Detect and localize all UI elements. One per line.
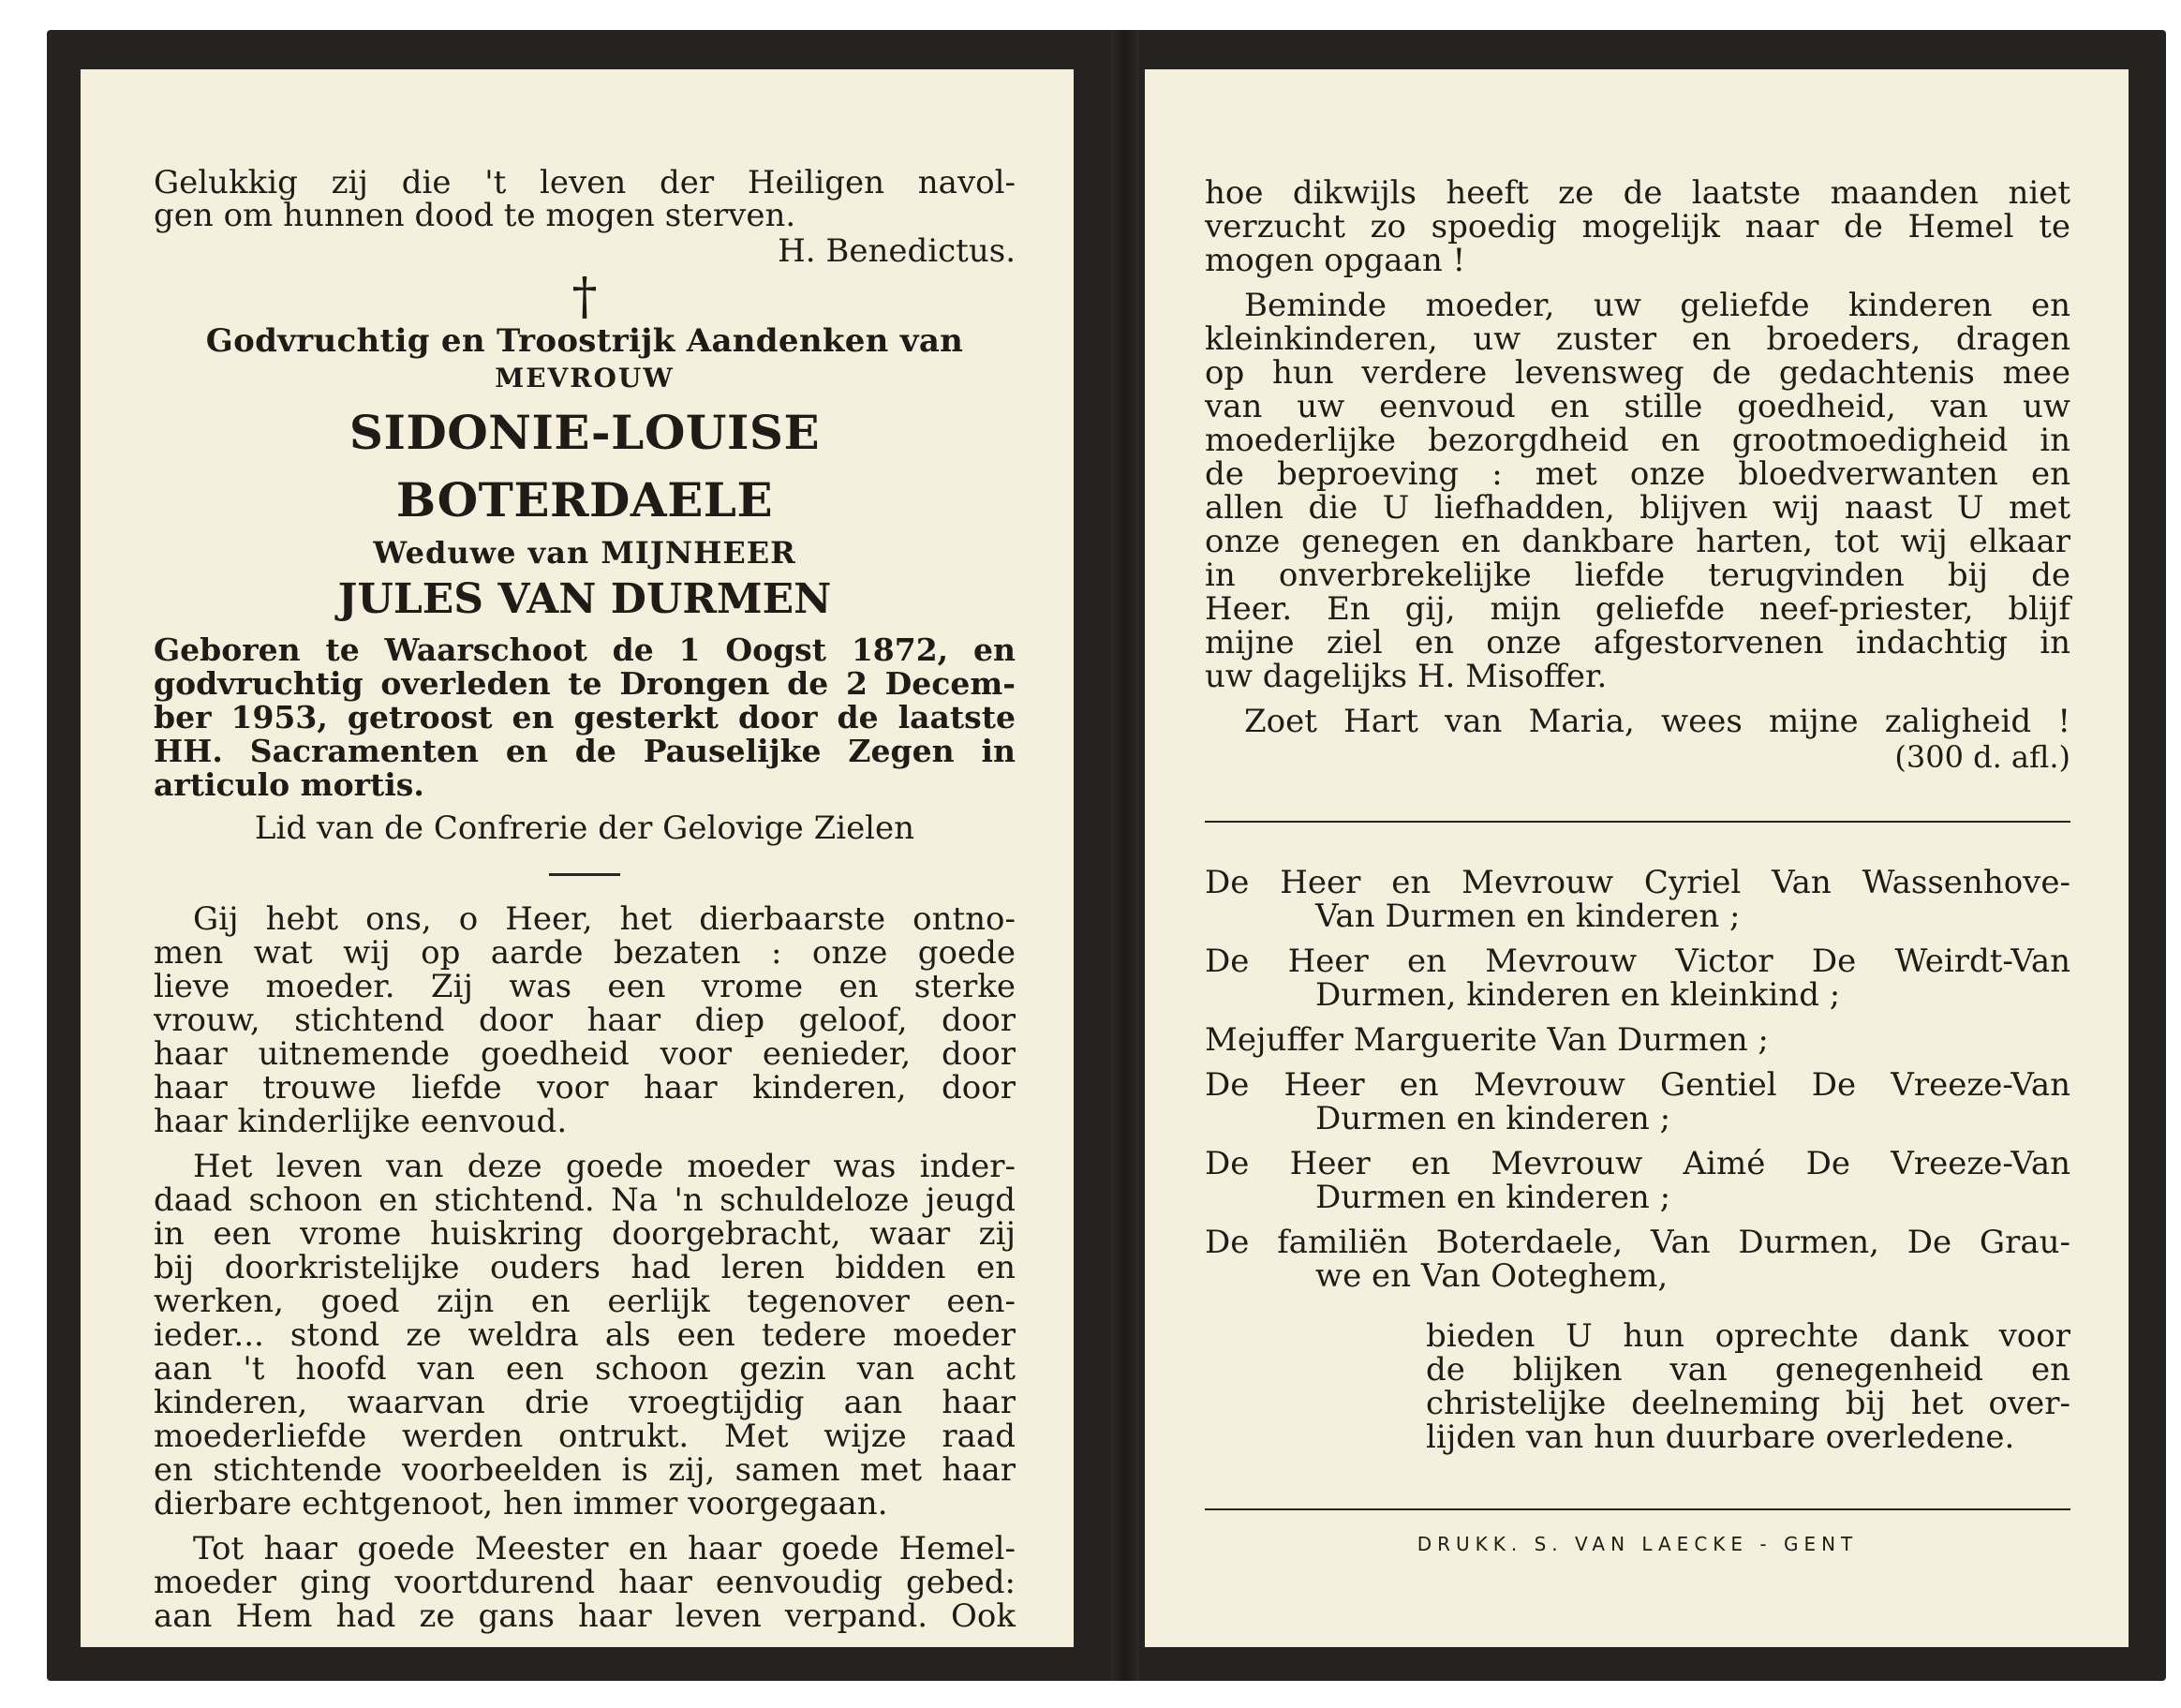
family-line: Durmen, kinderen en kleinkind ; [1315,976,1841,1014]
text-line: moederlijke bezorgdheid en grootmoedigheid in [1205,422,2070,459]
dates-line: articulo mortis. [154,766,424,803]
text-line: dierbare echtgenoot, hen immer voorgegaan. [154,1485,888,1522]
paragraph-4 [1205,176,2070,277]
family-entry [1205,944,2070,1012]
short-divider [549,873,620,876]
family-line: De Heer en Mevrouw Gentiel De Vreeze-Van [1205,1066,2070,1104]
text-line: mogen opgaan ! [1205,242,1466,279]
text-line: Het leven van deze goede moeder was inder- [193,1148,1016,1185]
right-panel [1145,69,2129,1647]
family-list [1205,866,2070,1293]
text-line: Beminde moeder, uw geliefde kinderen en [1244,287,2070,324]
memorial-heading: Godvruchtig en Troostrijk Aandenken van [205,322,964,360]
left-panel [81,69,1074,1647]
deceased-name: SIDONIE-LOUISE BOTERDAELE [349,405,821,527]
birth-death-details [154,633,1016,802]
title-mevrouw: MEVROUW [495,363,675,394]
family-entry [1205,866,2070,933]
family-line: De Heer en Mevrouw Cyriel Van Wassenhove- [1205,864,2070,901]
text-line: moederliefde werden ontrukt. Met wijze raad [154,1418,1016,1455]
text-line: ieder... stond ze weldra als een tedere moeder [154,1316,1016,1354]
text-line: van uw eenvoud en stille goedheid, van uw [1205,388,2070,425]
closing-prayer: Zoet Hart van Maria, wees mijne zaligheid ! [1244,703,2070,740]
widow-of-label: Weduwe van MIJNHEER [373,535,796,571]
husband-name: JULES VAN DURMEN [337,575,832,623]
text-line: op hun verdere levensweg de gedachtenis mee [1205,354,2070,392]
text-line: mijne ziel en onze afgestorvenen indachtig in [1205,624,2070,661]
thanks-line: de blijken van genegenheid en [1426,1351,2070,1389]
opening-quote [154,164,1016,270]
family-line: De Heer en Mevrouw Victor De Weirdt-Van [1205,943,2070,980]
text-line: onze genegen en dankbare harten, tot wij elkaar [1205,523,2070,560]
divider-line [1205,1508,2070,1510]
text-line: de beproeving : met onze bloedverwanten en [1205,455,2070,493]
family-line: Durmen en kinderen ; [1315,1179,1671,1216]
family-line: De familiën Boterdaele, Van Durmen, De Grau- [1205,1224,2070,1261]
quote-line: Gelukkig zij die 't leven der Heiligen navol- [154,164,1016,201]
text-line: kleinkinderen, uw zuster en broeders, dragen [1205,320,2070,358]
text-line: haar uitnemende goedheid voor eenieder, door [154,1035,1016,1073]
text-line: hoe dikwijls heeft ze de laatste maanden niet [1205,174,2070,212]
text-line: werken, goed zijn en eerlijk tegenover een- [154,1283,1016,1320]
indulgence-note: (300 d. afl.) [1894,739,2070,775]
divider-line [1205,821,2070,823]
dates-line: HH. Sacramenten en de Pauselijke Zegen in [154,733,1016,769]
text-line: haar kinderlijke eenvoud. [154,1103,568,1140]
family-line: De Heer en Mevrouw Aimé De Vreeze-Van [1205,1145,2070,1182]
text-line: vrouw, stichtend door haar diep geloof, door [154,1002,1016,1039]
cross-icon: † [571,267,598,326]
printer-credit: DRUKK. S. VAN LAECKE - GENT [1417,1533,1859,1555]
text-line: uw dagelijks H. Misoffer. [1205,658,1608,695]
dates-line: Geboren te Waarschoot de 1 Oogst 1872, en [154,631,1016,668]
thanks-line: christelijke deelneming bij het over- [1426,1385,2070,1422]
text-line: kinderen, waarvan drie vroegtijdig aan haar [154,1384,1016,1421]
family-line: we en Van Ooteghem, [1315,1257,1669,1295]
text-line: in een vrome huiskring doorgebracht, waar zij [154,1215,1016,1253]
dates-line: godvruchtig overleden te Drongen de 2 Decem- [154,665,1016,702]
family-entry [1205,1225,2070,1293]
text-line: Heer. En gij, mijn geliefde neef-priester, blijf [1205,590,2070,628]
text-line: haar trouwe liefde voor haar kinderen, door [154,1069,1016,1106]
paragraph-3 [154,1532,1016,1633]
thanks-line: bieden U hun oprechte dank voor [1426,1317,2070,1355]
text-line: in onverbrekelijke liefde terugvinden bij de [1205,557,2070,594]
text-line: bij doorkristelijke ouders had leren bidden en [154,1249,1016,1286]
text-line: moeder ging voortdurend haar eenvoudig gebed: [154,1564,1016,1601]
family-line: Mejuffer Marguerite Van Durmen ; [1205,1021,1769,1059]
text-line: lieve moeder. Zij was een vrome en sterke [154,968,1016,1005]
family-line: Durmen en kinderen ; [1315,1100,1671,1137]
quote-author: H. Benedictus. [778,232,1016,270]
thanks-paragraph [1205,1319,2070,1454]
text-line: en stichtende voorbeelden is zij, samen met haar [154,1451,1016,1489]
thanks-line: lijden van hun duurbare overledene. [1426,1418,2015,1456]
text-line: verzucht zo spoedig mogelijk naar de Hemel te [1205,208,2070,245]
text-line: daad schoon en stichtend. Na 'n schuldeloze jeugd [154,1181,1016,1219]
text-line: men wat wij op aarde bezaten : onze goede [154,934,1016,972]
text-line: Tot haar goede Meester en haar goede Hemel- [193,1530,1016,1567]
paragraph-1 [154,902,1016,1138]
confraternity-note: Lid van de Confrerie der Gelovige Zielen [254,809,915,847]
paragraph-5 [1205,289,2070,693]
quote-line: gen om hunnen dood te mogen sterven. [154,197,796,234]
family-entry [1205,1147,2070,1214]
family-entry [1205,1023,2070,1057]
memorial-card [47,30,2166,1681]
family-line: Van Durmen en kinderen ; [1315,898,1741,935]
text-line: allen die U liefhadden, blijven wij naast U met [1205,489,2070,527]
paragraph-2 [154,1150,1016,1521]
family-entry [1205,1068,2070,1136]
text-line: aan 't hoofd van een schoon gezin van acht [154,1350,1016,1388]
dates-line: ber 1953, getroost en gesterkt door de laatste [154,699,1016,735]
text-line: Gij hebt ons, o Heer, het dierbaarste ontno- [193,900,1016,938]
card-fold [1111,30,1139,1681]
text-line: aan Hem had ze gans haar leven verpand. Ook [154,1597,1016,1635]
